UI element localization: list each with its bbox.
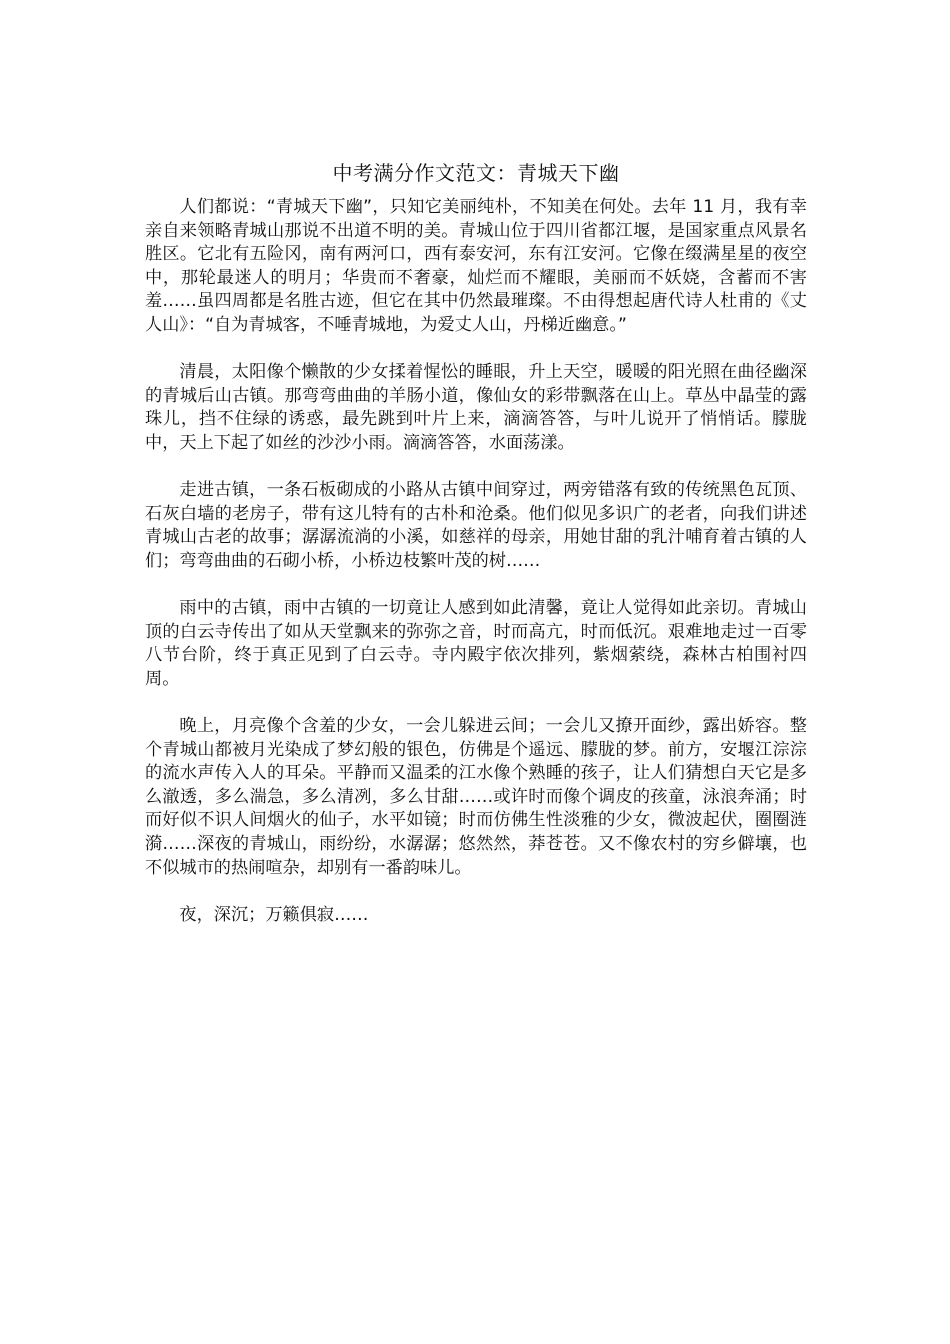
paragraph-old-town: 走进古镇，一条石板砌成的小路从古镇中间穿过，两旁错落有致的传统黑色瓦顶、石灰白墙的老房子，带有这儿特有的古朴和沧桑。他们似见多识广的老者，向我们讲述青城山古老的故事；潺潺流淌的小溪，如慈祥的母亲，用她甘甜的乳汁哺育着古镇的人们；弯弯曲曲的石砌小桥，小桥边枝繁叶茂的树…… xyxy=(145,480,807,571)
paragraph-morning: 清晨，太阳像个懒散的少女揉着惺忪的睡眼，升上天空，暖暖的阳光照在曲径幽深的青城后山古镇。那弯弯曲曲的羊肠小道，像仙女的彩带飘落在山上。草丛中晶莹的露珠儿，挡不住绿的诱惑，最先跳到叶片上来，滴滴答答，与叶儿说开了悄悄话。朦胧中，天上下起了如丝的沙沙小雨。滴滴答答，水面荡漾。 xyxy=(145,362,807,453)
paragraph-intro: 人们都说：“青城天下幽”，只知它美丽纯朴，不知美在何处。去年 11 月，我有幸亲自来领略青城山那说不出道不明的美。青城山位于四川省都江堰，是国家重点风景名胜区。它北有五险冈，南有两河口，西有泰安河，东有江安河。它像在缀满星星的夜空中，那轮最迷人的明月；华贵而不奢豪，灿烂而不耀眼，美丽而不妖娆，含蓄而不害羞……虽四周都是名胜古迹，但它在其中仍然最璀璨。不由得想起唐代诗人杜甫的《丈人山》：“自为青城客，不唾青城地，为爱丈人山，丹梯近幽意。” xyxy=(145,197,807,335)
paragraph-evening: 晚上，月亮像个含羞的少女，一会儿躲进云间；一会儿又撩开面纱，露出娇容。整个青城山都被月光染成了梦幻般的银色，仿佛是个遥远、朦胧的梦。前方，安堰江淙淙的流水声传入人的耳朵。平静而又温柔的江水像个熟睡的孩子，让人们猜想白天它是多么澈透，多么湍急，多么清冽，多么甘甜……或许时而像个调皮的孩童，泳浪奔涌；时而好似不识人间烟火的仙子，水平如镜；时而仿佛生性淡雅的少女，微波起伏，圈圈涟漪……深夜的青城山，雨纷纷，水潺潺；悠然然，莽苍苍。又不像农村的穷乡僻壤，也不似城市的热闹喧杂，却别有一番韵味儿。 xyxy=(145,716,807,878)
paragraph-night: 夜，深沉；万籁俱寂…… xyxy=(179,904,369,925)
document-title: 中考满分作文范文：青城天下幽 xyxy=(332,161,620,185)
document-page xyxy=(145,156,807,951)
paragraph-rain-temple: 雨中的古镇，雨中古镇的一切竟让人感到如此清馨，竟让人觉得如此亲切。青城山顶的白云寺传出了如从天堂飘来的弥弥之音，时而高亢，时而低沉。艰难地走过一百零八节台阶，终于真正见到了白云寺。寺内殿宇依次排列，紫烟萦绕，森林古柏围衬四周。 xyxy=(145,598,807,689)
